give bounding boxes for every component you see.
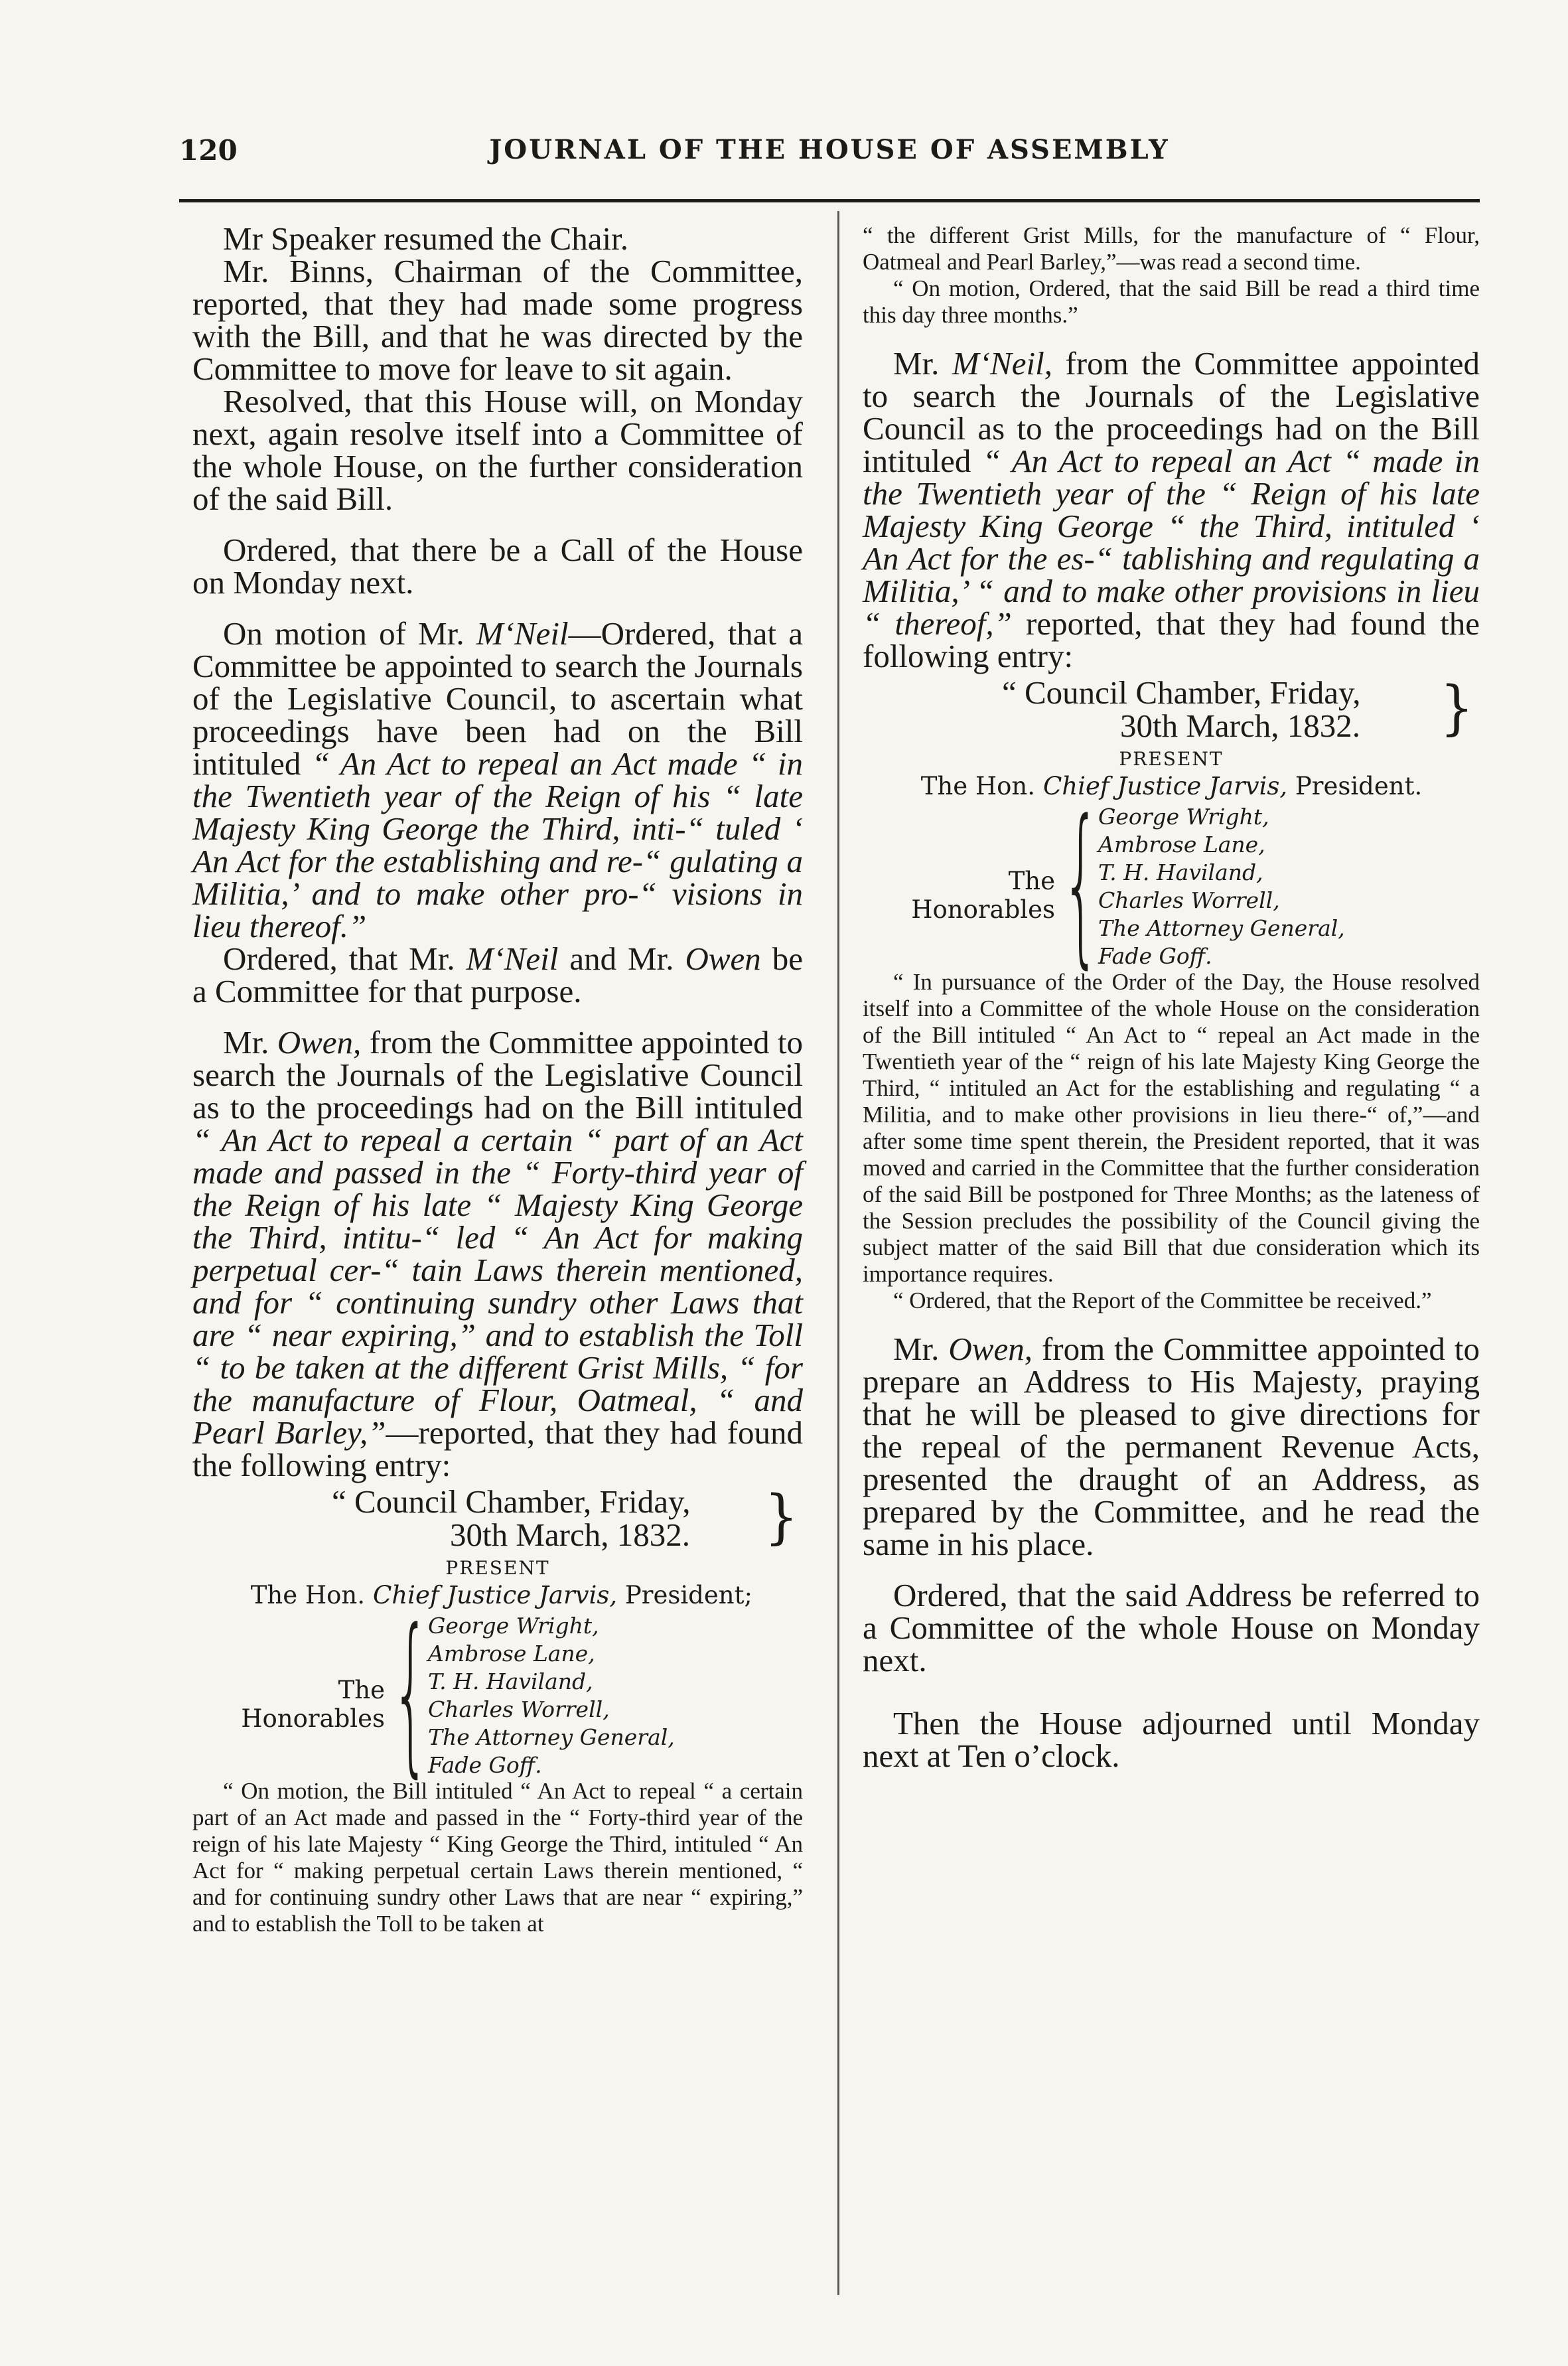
cc-line-2: 30th March, 1832. — [1120, 707, 1360, 744]
member-name: M‘Neil, — [952, 345, 1052, 382]
president-line — [863, 773, 1480, 800]
text-run: On motion of Mr. — [223, 615, 476, 652]
bill-title: “ An Act to repeal an Act made “ in the Twentieth year of the Reign of his “ late Majesty King George the Third, inti-“ tuled ‘ An Act for the establishing and re-“ gulating a Militia,’ and to make other pro-“ visions in lieu thereof.” — [192, 745, 803, 944]
left-column — [192, 222, 803, 1937]
list-item: George Wright, — [1098, 804, 1269, 830]
bill-title: “ An Act to repeal a certain “ part of an Act made and passed in the “ Forty-third year of the Reign of his late “ Majesty King George the Third, intitu-“ led “ An Act for making perpetual cer-“ tain Laws therein mentioned, and for “ continuing sundry other Laws that are “ near expiring,” and to establish the Toll “ to be taken at the different Grist Mills, “ for the manufacture of Flour, Oatmeal, “ and Pearl Barley,” — [192, 1122, 803, 1451]
running-title: JOURNAL OF THE HOUSE OF ASSEMBLY — [489, 134, 1170, 165]
hon-label: The Hon. — [250, 1581, 365, 1609]
list-item: T. H. Haviland, — [428, 1668, 593, 1694]
house-adjourned: Then the House adjourned until Monday next at Ten o’clock. — [863, 1705, 1480, 1774]
text-run: —Ordered, that a Committee be appointed to search the Journals of the Legislative Council, to ascertain what proceedings have been had on the Bill intituled — [192, 615, 803, 782]
list-item: George Wright, — [428, 1613, 599, 1639]
cc-line-1: “ Council Chamber, Friday, — [1002, 674, 1361, 711]
right-brace-icon: } — [764, 1483, 798, 1551]
list-item: Fade Goff. — [1098, 943, 1212, 969]
third-reading-order: “ On motion, Ordered, that the said Bill be read a third time this day three months.” — [863, 275, 1480, 328]
bill-title: “ An Act to repeal an Act “ made in the Twentieth year of the “ Reign of his late Majesty King George “ the Third, intituled ‘ An Act for the es-“ tablishing and regulating a Militia,’ “ and to make other provisions in lieu “ thereof,” — [863, 443, 1480, 642]
mcneil-report — [863, 347, 1480, 672]
president-word: President; — [617, 1581, 752, 1609]
text-run: be a Committee for that purpose. — [192, 940, 803, 1009]
column-divider — [837, 211, 839, 2295]
member-name: M‘Neil — [466, 940, 559, 977]
mcneil-motion — [192, 617, 803, 942]
list-item: Ambrose Lane, — [1098, 832, 1265, 857]
page-header — [179, 134, 1480, 187]
page-number: 120 — [179, 134, 238, 167]
president-line — [192, 1582, 803, 1609]
resolved-committee: Resolved, that this House will, on Monday next, again resolve itself into a Committee of the whole House, on the further consideration of the said Bill. — [192, 383, 803, 517]
committee-ordered — [192, 942, 803, 1007]
text-run: from the Committee appointed to search the Journals of the Legislative Council as to the proceedings had on the Bill intituled — [863, 345, 1480, 479]
president-name: Chief Justice Jarvis, — [1043, 772, 1288, 800]
president-word: President. — [1287, 772, 1423, 800]
left-brace-icon: { — [392, 1593, 430, 1793]
address-referred: Ordered, that the said Address be referred to a Committee of the whole House on Monday next. — [863, 1577, 1480, 1678]
present-label: PRESENT — [1119, 748, 1224, 770]
left-brace-icon: { — [1062, 784, 1100, 984]
order-of-day-quote: “ In pursuance of the Order of the Day, the House resolved itself into a Committee of the whole House on the consideration of the Bill intituled “ An Act to “ repeal an Act made in the Twentieth year of the “ reign of his late Majesty King George the Third, “ intituled an Act for the establishing and regulating “ a Militia, and to make other provisions in lieu there-“ of,”—and after some time spent therein, the President reported, that it was moved and carried in the Committee that the further consideration of the said Bill be postponed for Three Months; as the lateness of the Session precludes the possibility of the Council giving the subject matter of the said Bill that due consideration which its importance requires. — [863, 969, 1480, 1287]
text-run: from the Committee appointed to prepare an Address to His Majesty, praying that he will be pleased to give directions for the repeal of the permanent Revenue Acts, presented the draught of an Address, as prepared by the Committee, and he read the same in his place. — [863, 1331, 1480, 1562]
right-brace-icon: } — [1440, 674, 1474, 742]
council-chamber-heading — [192, 1485, 803, 1552]
council-chamber-heading — [863, 676, 1480, 743]
list-item: Fade Goff. — [428, 1752, 542, 1778]
owen-report — [192, 1026, 803, 1481]
list-item: The Attorney General, — [1098, 915, 1345, 941]
list-item: Charles Worrell, — [428, 1696, 610, 1722]
text-run: and Mr. — [558, 940, 685, 977]
right-column — [863, 222, 1480, 1772]
header-rule — [179, 199, 1480, 202]
text-run: —reported, that they had found the following entry: — [192, 1414, 803, 1483]
cc-line-2: 30th March, 1832. — [450, 1516, 690, 1553]
member-name: Owen, — [948, 1331, 1033, 1367]
text-run: Ordered, that Mr. — [223, 940, 466, 977]
honorables-label: The Honorables — [911, 867, 1055, 924]
council-quote-continued: “ the different Grist Mills, for the manufacture of “ Flour, Oatmeal and Pearl Barley,”—was read a second time. — [863, 222, 1480, 275]
honorables-label: The Honorables — [241, 1676, 385, 1733]
member-name: M‘Neil — [476, 615, 569, 652]
present-label: PRESENT — [445, 1557, 550, 1579]
honorables-list — [428, 1612, 675, 1779]
speaker-resumed: Mr Speaker resumed the Chair. — [223, 220, 628, 257]
binns-report: Mr. Binns, Chairman of the Committee, reported, that they had made some progress with the Bill, and that he was directed by the Committee to move for leave to sit again. — [192, 253, 803, 387]
text-run: Mr. — [223, 1024, 277, 1061]
text-run: reported, that they had found the following entry: — [863, 605, 1480, 674]
call-of-house: Ordered, that there be a Call of the House on Monday next. — [192, 532, 803, 601]
text-run: Mr. — [893, 1331, 949, 1367]
list-item: T. H. Haviland, — [1098, 859, 1263, 885]
list-item: Ambrose Lane, — [428, 1641, 595, 1666]
report-received-quote: “ Ordered, that the Report of the Committee be received.” — [893, 1288, 1432, 1313]
honorables-list — [1098, 803, 1345, 970]
council-quote: “ On motion, the Bill intituled “ An Act to repeal “ a certain part of an Act made and passed in the “ Forty-third year of the reign of his late Majesty “ King George the Third, intituled “ An Act for “ making perpetual certain Laws therein mentioned, “ and for continuing sundry other Laws that are near “ expiring,” and to establish the Toll to be taken at — [192, 1778, 803, 1937]
list-item: Charles Worrell, — [1098, 887, 1280, 913]
text-run: from the Committee appointed to search the Journals of the Legislative Council as to the proceedings had on the Bill intituled — [192, 1024, 803, 1126]
member-name: Owen — [685, 940, 761, 977]
cc-line-1: “ Council Chamber, Friday, — [332, 1483, 691, 1520]
president-name: Chief Justice Jarvis, — [373, 1581, 618, 1609]
list-item: The Attorney General, — [428, 1724, 675, 1750]
member-name: Owen, — [277, 1024, 362, 1061]
hon-label: The Hon. — [920, 772, 1035, 800]
owen-address — [863, 1333, 1480, 1560]
text-run: Mr. — [893, 345, 952, 382]
